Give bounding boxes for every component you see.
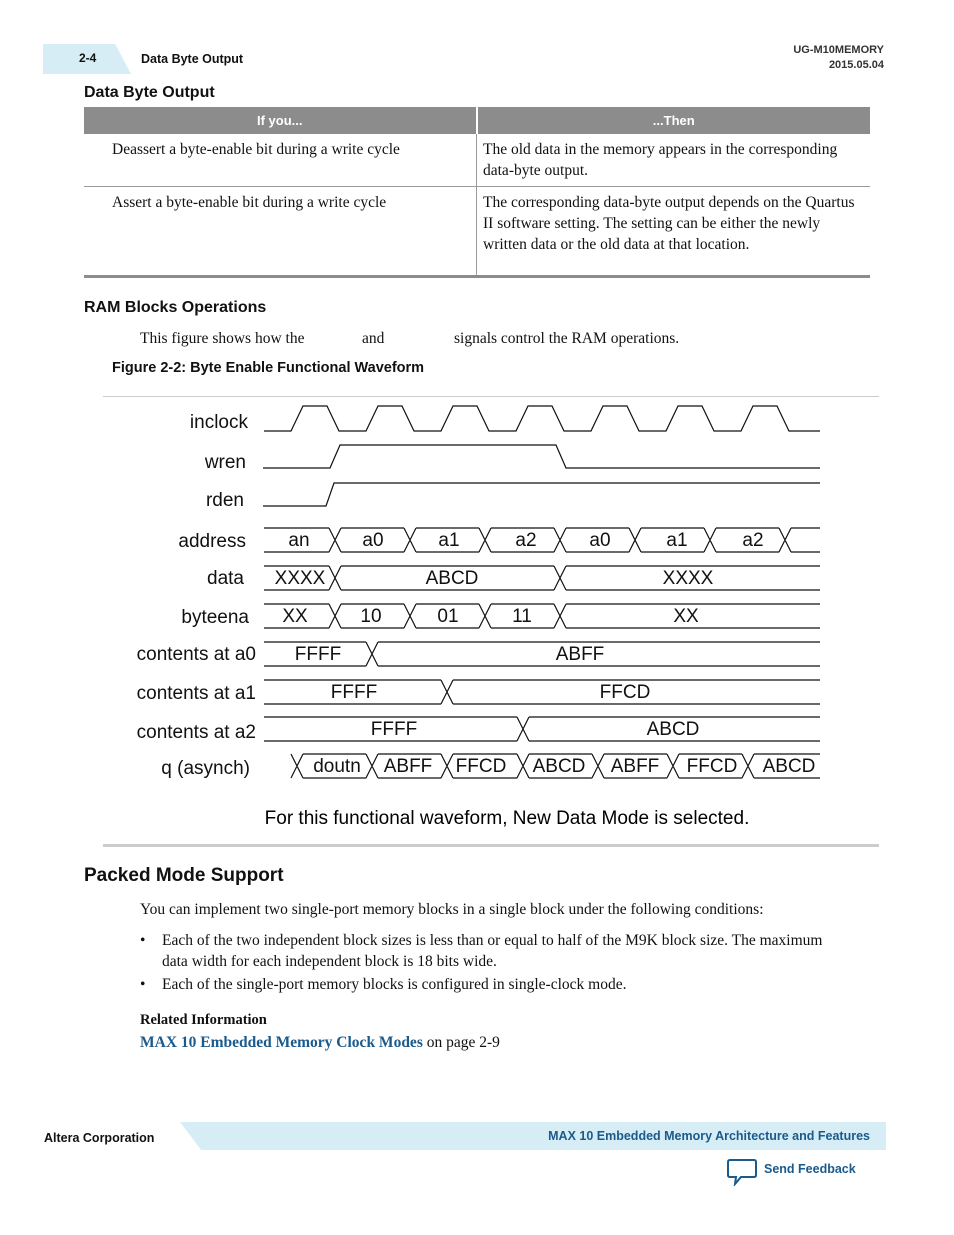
data-value: ABCD — [425, 568, 479, 589]
ram-ops-intro-part2: and — [362, 330, 385, 347]
address-value: a2 — [742, 530, 764, 551]
packed-mode-heading: Packed Mode Support — [84, 865, 284, 886]
data-bus-trace — [264, 566, 820, 590]
signal-label: byteena — [181, 607, 249, 628]
data-value: XXXX — [274, 568, 326, 589]
ram-ops-intro-part3: signals control the RAM operations. — [454, 330, 680, 347]
q-value: ABFF — [383, 756, 433, 777]
rden-trace — [263, 483, 820, 506]
col-then-header: ...Then — [477, 107, 871, 134]
ram-ops-heading: RAM Blocks Operations — [84, 299, 267, 316]
ram-ops-intro-part1: This figure shows how the — [140, 330, 305, 347]
contents-a0-value: ABFF — [555, 644, 605, 665]
contents-a2-value: FFFF — [370, 719, 418, 740]
byteena-value: 10 — [360, 606, 382, 627]
packed-mode-conditions — [140, 930, 840, 997]
signal-label: inclock — [189, 412, 248, 433]
data-value: XXXX — [662, 568, 714, 589]
related-info-label: Related Information — [140, 1012, 267, 1028]
wren-trace — [263, 445, 820, 468]
q-value: FFCD — [455, 756, 507, 777]
q-value: ABCD — [532, 756, 586, 777]
contents-a2-value: ABCD — [646, 719, 700, 740]
contents-a0-value: FFFF — [294, 644, 342, 665]
related-info-line — [140, 1034, 500, 1052]
row-then-cell: The corresponding data-byte output depends on the Quartus II software setting. The setting can be either the newly written data or the old data at that location. — [477, 187, 871, 277]
signal-label: contents at a2 — [136, 722, 256, 743]
byteena-value: XX — [673, 606, 699, 627]
data-byte-output-heading: Data Byte Output — [84, 84, 215, 101]
send-feedback-link[interactable]: Send Feedback — [764, 1162, 856, 1176]
row-if-cell: Deassert a byte-enable bit during a write cycle — [84, 134, 477, 187]
address-bus-trace — [264, 528, 820, 552]
address-value: a0 — [589, 530, 611, 551]
packed-mode-intro: You can implement two single-port memory blocks in a single block under the following conditions: — [140, 901, 764, 918]
related-suffix: on page 2-9 — [426, 1034, 500, 1051]
signal-label: q (asynch) — [161, 758, 250, 779]
list-item: • Each of the two independent block sizes is less than or equal to half of the M9K block size. The maximum data width for each independent block is 18 bits wide. — [140, 930, 840, 972]
contents-a0-bus-trace — [264, 642, 820, 666]
address-value: a1 — [666, 530, 688, 551]
signal-label: address — [178, 531, 246, 552]
header-section-title: Data Byte Output — [141, 52, 244, 66]
feedback-icon[interactable] — [727, 1158, 757, 1186]
figure-caption: Figure 2-2: Byte Enable Functional Waveform — [112, 360, 425, 376]
address-value: a0 — [362, 530, 384, 551]
signal-label: contents at a1 — [136, 683, 256, 704]
col-if-header: If you... — [84, 107, 477, 134]
signal-label: contents at a0 — [136, 644, 256, 665]
byteena-value: 01 — [437, 606, 459, 627]
q-value: FFCD — [686, 756, 738, 777]
row-if-cell: Assert a byte-enable bit during a write cycle — [84, 187, 477, 277]
waveform-note: For this functional waveform, New Data Mode is selected. — [264, 808, 750, 829]
address-value: a2 — [515, 530, 537, 551]
signal-label: wren — [204, 452, 246, 473]
signal-label: rden — [205, 490, 244, 511]
q-value: ABCD — [762, 756, 816, 777]
contents-a1-value: FFCD — [599, 682, 651, 703]
page-number: 2-4 — [79, 51, 97, 65]
row-then-cell: The old data in the memory appears in the corresponding data-byte output. — [477, 134, 871, 187]
q-value: doutn — [313, 756, 361, 777]
byteena-bus-trace — [264, 604, 820, 628]
footer-doc-title[interactable]: MAX 10 Embedded Memory Architecture and Features — [548, 1129, 870, 1143]
footer-company: Altera Corporation — [44, 1131, 155, 1145]
byteena-value: 11 — [512, 606, 532, 627]
doc-date: 2015.05.04 — [828, 59, 884, 71]
contents-a1-value: FFFF — [330, 682, 378, 703]
byteena-value: XX — [282, 606, 308, 627]
clock-modes-link[interactable]: MAX 10 Embedded Memory Clock Modes — [140, 1034, 423, 1051]
q-value: ABFF — [610, 756, 660, 777]
address-value: an — [288, 530, 310, 551]
signal-label: data — [207, 568, 244, 589]
contents-a2-bus-trace — [264, 717, 820, 741]
address-value: a1 — [438, 530, 460, 551]
doc-id: UG-M10MEMORY — [793, 44, 884, 56]
list-item: • Each of the single-port memory blocks is configured in single-clock mode. — [140, 974, 840, 995]
inclock-trace — [264, 406, 820, 431]
